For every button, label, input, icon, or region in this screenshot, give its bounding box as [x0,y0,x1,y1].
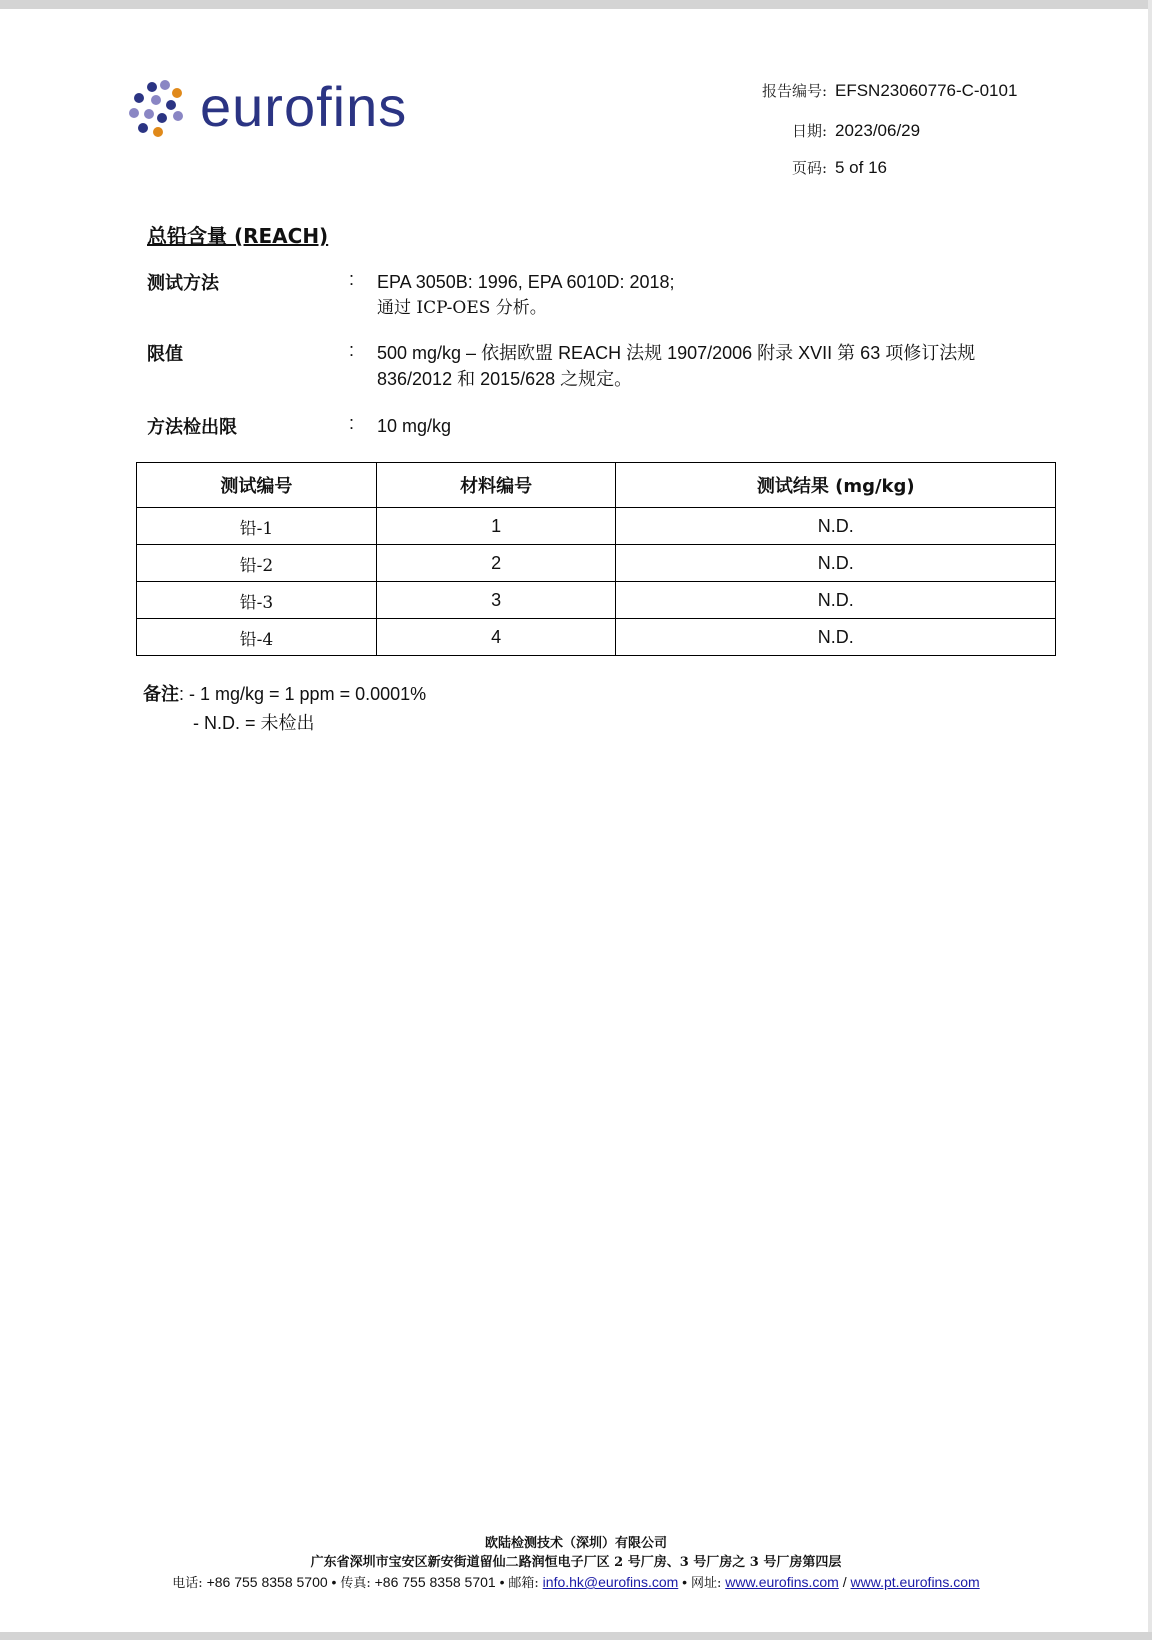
mdl-value: 10 mg/kg [377,416,452,436]
material-id-cell: 4 [376,619,616,656]
footer-tel: +86 755 8358 5700 [206,1574,328,1590]
mdl-label: 方法检出限 [147,417,237,438]
table-row [137,545,1056,582]
limit-label: 限值 [147,344,183,365]
report-number: EFSN23060776-C-0101 [835,81,1018,100]
footer-fax: +86 755 8358 5701 [374,1574,496,1590]
limit-colon: : [349,340,355,360]
result-cell: N.D. [616,619,1056,656]
test-id-cell: 铅-2 [137,545,377,582]
test-method-colon: : [349,269,355,289]
page-top-border [0,0,1152,9]
header-material-id: 材料编号 [376,463,616,508]
section-title: 总铅含量 (REACH) [147,224,329,248]
report-date-row [601,120,1021,138]
material-id-cell: 2 [376,545,616,582]
material-id-cell: 3 [376,582,616,619]
footer-email-link[interactable]: info.hk@eurofins.com [542,1574,679,1590]
footer-sep-3: • [678,1574,691,1590]
table-row [137,508,1056,545]
result-cell: N.D. [616,508,1056,545]
footer-company: 欧陆检测技术（深圳）有限公司 [484,1536,667,1551]
page-footer [0,1534,1152,1594]
notes-line-2: - N.D. = 未检出 [193,713,315,733]
page-bottom-border [0,1632,1152,1640]
eurofins-logo [128,75,428,144]
test-method-line-2: 通过 ICP-OES 分析。 [377,298,547,318]
test-id-cell: 铅-4 [137,619,377,656]
report-number-label: 报告编号: [761,82,827,100]
footer-fax-label: 传真: [340,1576,371,1591]
table-row [137,619,1056,656]
results-table [136,462,1056,656]
table-row [137,582,1056,619]
page-number-row [601,157,1021,175]
footer-web-link-2[interactable]: www.pt.eurofins.com [850,1574,980,1590]
footer-web-separator: / [838,1574,851,1590]
footer-email-label: 邮箱: [508,1576,539,1591]
page-number: 5 of 16 [835,158,887,177]
footer-address: 广东省深圳市宝安区新安街道留仙二路润恒电子厂区 2 号厂房、3 号厂房之 3 号厂房第四层 [310,1555,842,1570]
material-id-cell: 1 [376,508,616,545]
footer-contacts [0,1572,1152,1594]
test-id-cell: 铅-3 [137,582,377,619]
limit-line-1: 500 mg/kg – 依据欧盟 REACH 法规 1907/2006 附录 XVII 第 63 项修订法规 [377,343,976,363]
page-right-border [1148,0,1152,1640]
footer-tel-label: 电话: [172,1576,203,1591]
notes-label: 备注 [143,684,179,705]
test-method-line-1: EPA 3050B: 1996, EPA 6010D: 2018; [377,272,675,292]
notes [143,680,426,738]
test-method-value [377,269,1037,321]
logo-wordmark: eurofins [200,75,408,138]
report-meta [601,80,1021,175]
report-date-label: 日期: [791,122,827,140]
notes-line-1 [143,680,426,709]
limit-line-2: 836/2012 和 2015/628 之规定。 [377,369,633,389]
result-cell: N.D. [616,545,1056,582]
footer-web-link-1[interactable]: www.eurofins.com [725,1574,839,1590]
test-method-label: 测试方法 [147,273,219,294]
notes-text-1: : - 1 mg/kg = 1 ppm = 0.0001% [179,684,427,704]
footer-sep-1: • [327,1574,341,1590]
header-test-id: 测试编号 [137,463,377,508]
limit-value [377,340,1037,392]
page-number-label: 页码: [791,159,827,177]
table-header-row [137,463,1056,508]
report-date: 2023/06/29 [835,121,921,140]
header-result: 测试结果 (mg/kg) [616,463,1056,508]
result-cell: N.D. [616,582,1056,619]
footer-web-label: 网址: [690,1576,722,1591]
report-number-row [601,80,1021,98]
mdl-colon: : [349,413,355,433]
footer-sep-2: • [495,1574,509,1590]
test-id-cell: 铅-1 [137,508,377,545]
eurofins-logo-mark-icon [128,78,190,140]
